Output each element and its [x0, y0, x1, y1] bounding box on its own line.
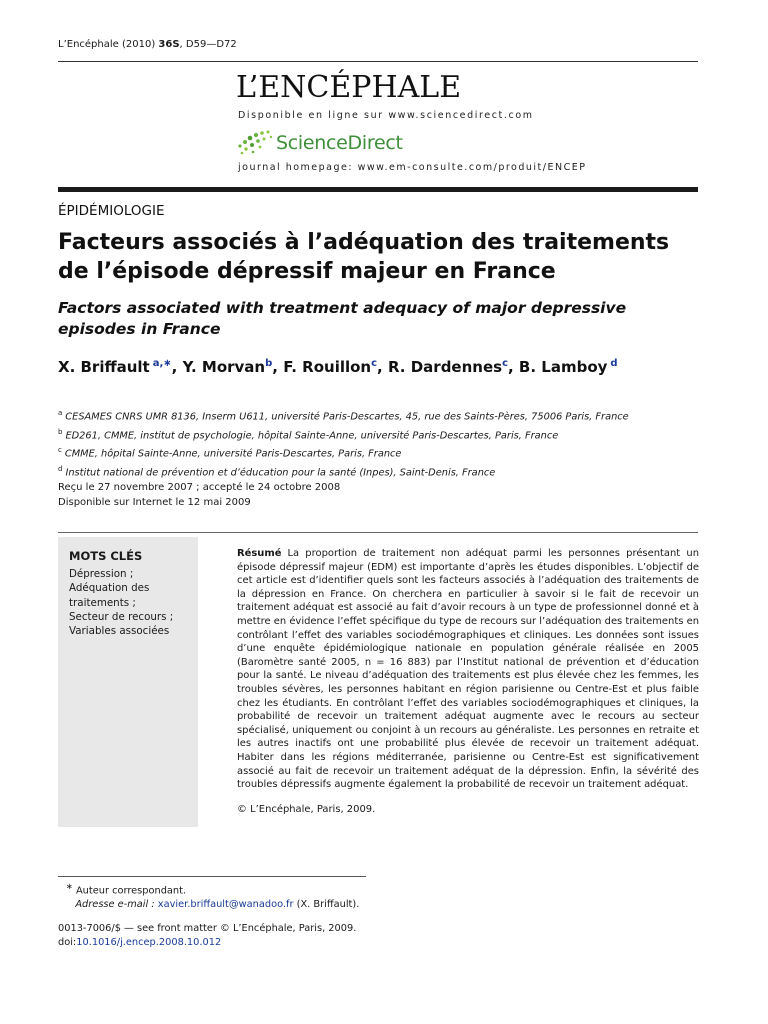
- keyword: Variables associées: [69, 625, 170, 638]
- keywords-list: [69, 567, 194, 638]
- abstract-label: Résumé: [237, 548, 282, 559]
- header-thick-rule: [58, 187, 698, 192]
- affiliations: [58, 406, 718, 480]
- author: R. Dardennes$^c$,: [387, 358, 519, 376]
- author: B. Lamboy $^d$: [518, 358, 618, 376]
- author-affiliation-ref[interactable]: a,∗: [152, 358, 172, 369]
- author-list: [58, 358, 718, 376]
- author-affiliation-ref[interactable]: b: [265, 358, 273, 369]
- sciencedirect-logo-icon: [236, 128, 276, 156]
- affiliation-item: $^a$ CESAMES CNRS UMR 8136, Inserm U611, université Paris-Descartes, 45, rue des Saints-Pères, 75006 Paris, France: [58, 409, 629, 423]
- sciencedirect-wordmark: ScienceDirect: [276, 132, 403, 154]
- section-label: ÉPIDÉMIOLOGIE: [58, 203, 165, 219]
- affiliation-item: $^d$ Institut national de prévention et d’éducation pour la santé (Inpes), Saint-Denis, France: [58, 464, 496, 478]
- doi-link[interactable]: 10.1016/j.encep.2008.10.012: [76, 937, 222, 948]
- received-date: Reçu le 27 novembre 2007 ; accepté le 24 octobre 2008: [58, 482, 341, 493]
- keywords-heading: MOTS CLÉS: [69, 549, 143, 563]
- issn-line: 0013-7006/$ — see front matter © L’Encéphale, Paris, 2009.: [58, 923, 357, 934]
- citation-volume: 36S: [158, 39, 180, 50]
- availability-line: Disponible en ligne sur www.sciencedirect.com: [238, 110, 534, 121]
- issn-block: 0013-7006/$ — see front matter © L’Encéphale, Paris, 2009. doi:10.1016/j.encep.2008.10.012: [58, 923, 357, 948]
- abstract-copyright: © L’Encéphale, Paris, 2009.: [237, 804, 376, 815]
- author-email-link[interactable]: xavier.briffault@wanadoo.fr: [157, 898, 294, 910]
- article-title-french: Facteurs associés à l’adéquation des traitements de l’épisode dépressif majeur en France: [58, 230, 670, 284]
- author: X. Briffault $^{a,∗}$,: [58, 358, 183, 376]
- author-affiliation-ref[interactable]: c: [502, 358, 508, 369]
- article-title-english: Factors associated with treatment adequacy of major depressive episodes in France: [58, 299, 627, 338]
- affiliation-item: $^c$ CMME, hôpital Sainte-Anne, université Paris-Descartes, Paris, France: [58, 446, 402, 460]
- citation-prefix: L’Encéphale (2010): [58, 39, 159, 50]
- abstract-rule: [58, 532, 698, 533]
- author: Y. Morvan$^b$,: [182, 358, 284, 376]
- online-date: Disponible sur Internet le 12 mai 2009: [58, 496, 251, 508]
- abstract: [237, 547, 699, 792]
- journal-logo: L’ENCÉPHALE: [236, 70, 462, 105]
- footnote-rule: [58, 876, 366, 877]
- keyword: Secteur de recours ;: [69, 610, 174, 623]
- affiliation-item: $^b$ ED261, CMME, institut de psychologie, hôpital Sainte-Anne, université Paris-Descartes, Paris, France: [58, 427, 559, 441]
- citation-pages: , D59—D72: [179, 39, 237, 50]
- corresponding-author-footnote: ∗ Auteur correspondant. Adresse e-mail : xavier.briffault@wanadoo.fr (X. Briffault).: [66, 881, 360, 910]
- abstract-text: La proportion de traitement non adéquat parmi les personnes présentant un épisode dépressif majeur (EDM) est importante d’après les études disponibles. L’objectif de cet article est d’identifier quels sont les facteurs associés à l’adéquation des traitements de la dépression en France. On cherchera en particulier à savoir si le fait de recevoir un traitement adéquat est associé au fait d’avoir recours à un type de professionnel donné et à mettre en évidence l’effet spécifique du type de recours sur l’adéquation des traitements en contrôlant l’effet des variables sociodémographiques et cliniques. Les données sont issues d’une enquête épidémiologique nationale en population générale réalisée en 2005 (Baromètre santé 2005, n = 16 883) par l’Institut national de prévention et d’éducation pour la santé. Le niveau d’adéquation des traitements est plus élevée chez les femmes, les troubles sévères, les personnes habitant en région parisienne ou Centre-Est et plus faible chez les étudiants. En contrôlant l’effet des variables sociodémographiques et cliniques, la probabilité de recevoir un traitement adéquat augmente avec le recours au secteur spécialisé, uniquement ou conjoint à un recours au généraliste. Les personnes en retraite et les autres inactifs ont une probabilité plus élevée de recevoir un traitement adéquat. Habiter dans les régions méditerranée, parisienne ou Centre-Est est significativement associé au fait de recevoir un traitement adéquat de la dépression. Enfin, la sévérité des troubles dépressifs augmente également la probabilité de recevoir un traitement adéquat.: [237, 548, 699, 791]
- keyword: Adéquation des traitements ;: [69, 582, 150, 609]
- article-dates: [58, 481, 340, 510]
- author-affiliation-ref[interactable]: d: [610, 358, 618, 369]
- journal-homepage: journal homepage: www.em-consulte.com/produit/ENCEP: [238, 162, 587, 173]
- email-label: Adresse e-mail :: [75, 898, 158, 910]
- keyword: Dépression ;: [69, 568, 134, 580]
- footnote-marker: ∗: [66, 881, 73, 891]
- author-affiliation-ref[interactable]: c: [371, 358, 378, 369]
- header-rule: [58, 61, 698, 62]
- author: F. Rouillon$^c$,: [283, 358, 388, 376]
- journal-citation: [58, 39, 237, 50]
